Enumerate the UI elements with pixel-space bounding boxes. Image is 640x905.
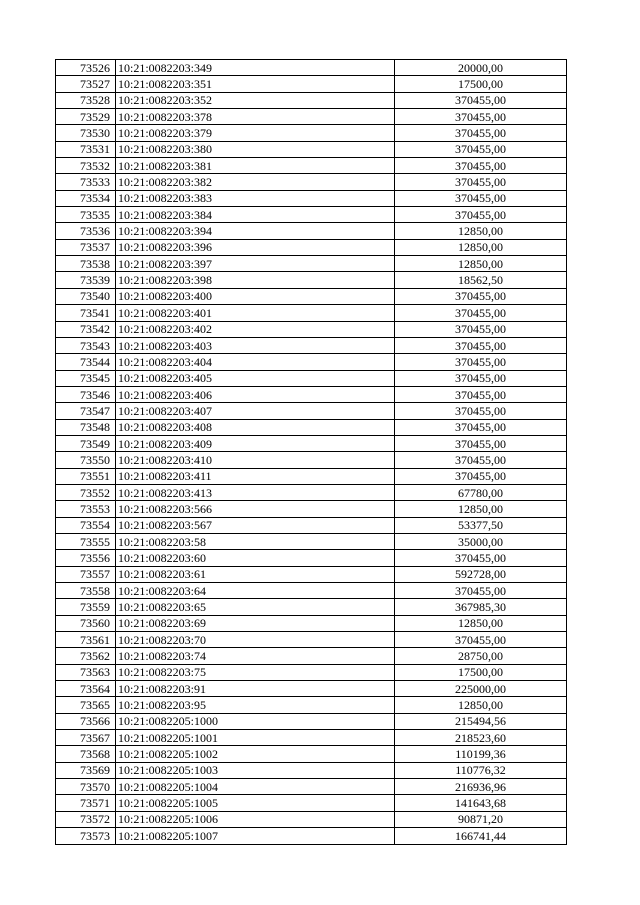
value-cell: 370455,00 xyxy=(395,370,567,386)
row-number-cell: 73561 xyxy=(56,632,116,648)
cadastral-number-cell: 10:21:0082205:1004 xyxy=(116,779,395,795)
row-number-cell: 73550 xyxy=(56,452,116,468)
table-row xyxy=(56,550,567,566)
value-cell: 370455,00 xyxy=(395,125,567,141)
table-row xyxy=(56,256,567,272)
cadastral-number-cell: 10:21:0082203:413 xyxy=(116,484,395,500)
value-cell: 110776,32 xyxy=(395,762,567,778)
value-cell: 20000,00 xyxy=(395,60,567,76)
cadastral-number-cell: 10:21:0082203:64 xyxy=(116,583,395,599)
cadastral-number-cell: 10:21:0082203:379 xyxy=(116,125,395,141)
row-number-cell: 73531 xyxy=(56,141,116,157)
cadastral-number-cell: 10:21:0082205:1003 xyxy=(116,762,395,778)
row-number-cell: 73539 xyxy=(56,272,116,288)
value-cell: 67780,00 xyxy=(395,484,567,500)
table-row xyxy=(56,762,567,778)
table-row xyxy=(56,305,567,321)
table-row xyxy=(56,681,567,697)
row-number-cell: 73563 xyxy=(56,664,116,680)
row-number-cell: 73537 xyxy=(56,239,116,255)
table-row xyxy=(56,697,567,713)
value-cell: 90871,20 xyxy=(395,811,567,827)
table-row xyxy=(56,648,567,664)
cadastral-number-cell: 10:21:0082203:397 xyxy=(116,256,395,272)
value-cell: 370455,00 xyxy=(395,158,567,174)
value-cell: 370455,00 xyxy=(395,337,567,353)
value-cell: 12850,00 xyxy=(395,239,567,255)
cadastral-number-cell: 10:21:0082203:61 xyxy=(116,566,395,582)
table-row xyxy=(56,190,567,206)
table-row xyxy=(56,664,567,680)
cadastral-number-cell: 10:21:0082203:349 xyxy=(116,60,395,76)
row-number-cell: 73536 xyxy=(56,223,116,239)
table-row xyxy=(56,60,567,76)
table-row xyxy=(56,730,567,746)
value-cell: 17500,00 xyxy=(395,664,567,680)
row-number-cell: 73546 xyxy=(56,386,116,402)
cadastral-number-cell: 10:21:0082205:1000 xyxy=(116,713,395,729)
cadastral-number-cell: 10:21:0082205:1005 xyxy=(116,795,395,811)
row-number-cell: 73544 xyxy=(56,354,116,370)
table-row xyxy=(56,713,567,729)
value-cell: 370455,00 xyxy=(395,305,567,321)
cadastral-number-cell: 10:21:0082203:398 xyxy=(116,272,395,288)
cadastral-number-cell: 10:21:0082203:394 xyxy=(116,223,395,239)
table-row xyxy=(56,746,567,762)
cadastral-number-cell: 10:21:0082203:567 xyxy=(116,517,395,533)
cadastral-number-cell: 10:21:0082203:60 xyxy=(116,550,395,566)
row-number-cell: 73569 xyxy=(56,762,116,778)
cadastral-number-cell: 10:21:0082203:91 xyxy=(116,681,395,697)
value-cell: 166741,44 xyxy=(395,828,567,844)
value-cell: 12850,00 xyxy=(395,501,567,517)
value-cell: 370455,00 xyxy=(395,452,567,468)
table-row xyxy=(56,403,567,419)
row-number-cell: 73562 xyxy=(56,648,116,664)
table-row xyxy=(56,484,567,500)
row-number-cell: 73559 xyxy=(56,599,116,615)
row-number-cell: 73573 xyxy=(56,828,116,844)
row-number-cell: 73558 xyxy=(56,583,116,599)
table-row xyxy=(56,615,567,631)
row-number-cell: 73570 xyxy=(56,779,116,795)
row-number-cell: 73553 xyxy=(56,501,116,517)
value-cell: 370455,00 xyxy=(395,468,567,484)
cadastral-number-cell: 10:21:0082203:351 xyxy=(116,76,395,92)
value-cell: 216936,96 xyxy=(395,779,567,795)
table-row xyxy=(56,386,567,402)
cadastral-number-cell: 10:21:0082203:401 xyxy=(116,305,395,321)
table-row xyxy=(56,141,567,157)
row-number-cell: 73526 xyxy=(56,60,116,76)
row-number-cell: 73548 xyxy=(56,419,116,435)
cadastral-number-cell: 10:21:0082203:407 xyxy=(116,403,395,419)
value-cell: 370455,00 xyxy=(395,190,567,206)
row-number-cell: 73560 xyxy=(56,615,116,631)
cadastral-number-cell: 10:21:0082203:75 xyxy=(116,664,395,680)
cadastral-number-cell: 10:21:0082203:58 xyxy=(116,533,395,549)
value-cell: 370455,00 xyxy=(395,583,567,599)
table-row xyxy=(56,337,567,353)
value-cell: 370455,00 xyxy=(395,386,567,402)
cadastral-number-cell: 10:21:0082203:402 xyxy=(116,321,395,337)
cadastral-number-cell: 10:21:0082203:396 xyxy=(116,239,395,255)
value-cell: 370455,00 xyxy=(395,109,567,125)
cadastral-number-cell: 10:21:0082205:1006 xyxy=(116,811,395,827)
row-number-cell: 73549 xyxy=(56,435,116,451)
cadastral-number-cell: 10:21:0082203:409 xyxy=(116,435,395,451)
value-cell: 370455,00 xyxy=(395,354,567,370)
row-number-cell: 73538 xyxy=(56,256,116,272)
table-row xyxy=(56,321,567,337)
value-cell: 141643,68 xyxy=(395,795,567,811)
cadastral-number-cell: 10:21:0082203:404 xyxy=(116,354,395,370)
row-number-cell: 73540 xyxy=(56,288,116,304)
row-number-cell: 73557 xyxy=(56,566,116,582)
table-row xyxy=(56,239,567,255)
table-row xyxy=(56,566,567,582)
cadastral-number-cell: 10:21:0082203:378 xyxy=(116,109,395,125)
table-row xyxy=(56,501,567,517)
table-row xyxy=(56,76,567,92)
value-cell: 12850,00 xyxy=(395,256,567,272)
row-number-cell: 73554 xyxy=(56,517,116,533)
row-number-cell: 73572 xyxy=(56,811,116,827)
value-cell: 28750,00 xyxy=(395,648,567,664)
cadastral-number-cell: 10:21:0082205:1007 xyxy=(116,828,395,844)
value-cell: 12850,00 xyxy=(395,615,567,631)
row-number-cell: 73545 xyxy=(56,370,116,386)
row-number-cell: 73555 xyxy=(56,533,116,549)
value-cell: 225000,00 xyxy=(395,681,567,697)
cadastral-number-cell: 10:21:0082203:384 xyxy=(116,207,395,223)
table-row xyxy=(56,92,567,108)
row-number-cell: 73541 xyxy=(56,305,116,321)
value-cell: 370455,00 xyxy=(395,288,567,304)
value-cell: 370455,00 xyxy=(395,419,567,435)
cadastral-number-cell: 10:21:0082203:566 xyxy=(116,501,395,517)
row-number-cell: 73547 xyxy=(56,403,116,419)
cadastral-number-cell: 10:21:0082203:65 xyxy=(116,599,395,615)
value-cell: 370455,00 xyxy=(395,550,567,566)
row-number-cell: 73528 xyxy=(56,92,116,108)
table-row xyxy=(56,174,567,190)
cadastral-number-cell: 10:21:0082203:74 xyxy=(116,648,395,664)
table-row xyxy=(56,583,567,599)
table-row xyxy=(56,795,567,811)
row-number-cell: 73565 xyxy=(56,697,116,713)
cadastral-number-cell: 10:21:0082203:352 xyxy=(116,92,395,108)
table-row xyxy=(56,435,567,451)
value-cell: 110199,36 xyxy=(395,746,567,762)
table-row xyxy=(56,533,567,549)
value-cell: 370455,00 xyxy=(395,403,567,419)
table-row xyxy=(56,828,567,844)
cadastral-number-cell: 10:21:0082203:380 xyxy=(116,141,395,157)
table-row xyxy=(56,370,567,386)
table-row xyxy=(56,288,567,304)
value-cell: 370455,00 xyxy=(395,92,567,108)
value-cell: 370455,00 xyxy=(395,632,567,648)
value-cell: 367985,30 xyxy=(395,599,567,615)
value-cell: 370455,00 xyxy=(395,174,567,190)
value-cell: 53377,50 xyxy=(395,517,567,533)
value-cell: 215494,56 xyxy=(395,713,567,729)
row-number-cell: 73552 xyxy=(56,484,116,500)
cadastral-number-cell: 10:21:0082205:1002 xyxy=(116,746,395,762)
row-number-cell: 73551 xyxy=(56,468,116,484)
row-number-cell: 73532 xyxy=(56,158,116,174)
table-row xyxy=(56,223,567,239)
cadastral-value-table xyxy=(55,59,567,845)
value-cell: 218523,60 xyxy=(395,730,567,746)
cadastral-number-cell: 10:21:0082203:382 xyxy=(116,174,395,190)
cadastral-number-cell: 10:21:0082205:1001 xyxy=(116,730,395,746)
value-cell: 370455,00 xyxy=(395,435,567,451)
table-row xyxy=(56,419,567,435)
cadastral-number-cell: 10:21:0082203:411 xyxy=(116,468,395,484)
cadastral-number-cell: 10:21:0082203:69 xyxy=(116,615,395,631)
value-cell: 592728,00 xyxy=(395,566,567,582)
cadastral-number-cell: 10:21:0082203:406 xyxy=(116,386,395,402)
cadastral-number-cell: 10:21:0082203:410 xyxy=(116,452,395,468)
table-row xyxy=(56,779,567,795)
row-number-cell: 73533 xyxy=(56,174,116,190)
row-number-cell: 73566 xyxy=(56,713,116,729)
cadastral-number-cell: 10:21:0082203:403 xyxy=(116,337,395,353)
table-row xyxy=(56,272,567,288)
row-number-cell: 73567 xyxy=(56,730,116,746)
cadastral-number-cell: 10:21:0082203:381 xyxy=(116,158,395,174)
value-cell: 17500,00 xyxy=(395,76,567,92)
table-row xyxy=(56,207,567,223)
cadastral-number-cell: 10:21:0082203:405 xyxy=(116,370,395,386)
cadastral-number-cell: 10:21:0082203:383 xyxy=(116,190,395,206)
table-row xyxy=(56,632,567,648)
row-number-cell: 73543 xyxy=(56,337,116,353)
table-body xyxy=(56,60,567,845)
cadastral-number-cell: 10:21:0082203:95 xyxy=(116,697,395,713)
row-number-cell: 73564 xyxy=(56,681,116,697)
table-row xyxy=(56,468,567,484)
value-cell: 35000,00 xyxy=(395,533,567,549)
table-row xyxy=(56,109,567,125)
value-cell: 370455,00 xyxy=(395,207,567,223)
value-cell: 12850,00 xyxy=(395,697,567,713)
row-number-cell: 73556 xyxy=(56,550,116,566)
table-row xyxy=(56,452,567,468)
cadastral-number-cell: 10:21:0082203:400 xyxy=(116,288,395,304)
row-number-cell: 73529 xyxy=(56,109,116,125)
table-row xyxy=(56,599,567,615)
row-number-cell: 73568 xyxy=(56,746,116,762)
cadastral-number-cell: 10:21:0082203:70 xyxy=(116,632,395,648)
row-number-cell: 73535 xyxy=(56,207,116,223)
row-number-cell: 73542 xyxy=(56,321,116,337)
value-cell: 370455,00 xyxy=(395,141,567,157)
cadastral-number-cell: 10:21:0082203:408 xyxy=(116,419,395,435)
table-row xyxy=(56,811,567,827)
row-number-cell: 73571 xyxy=(56,795,116,811)
row-number-cell: 73527 xyxy=(56,76,116,92)
table-row xyxy=(56,354,567,370)
row-number-cell: 73534 xyxy=(56,190,116,206)
table-row xyxy=(56,125,567,141)
table-row xyxy=(56,158,567,174)
row-number-cell: 73530 xyxy=(56,125,116,141)
value-cell: 370455,00 xyxy=(395,321,567,337)
value-cell: 12850,00 xyxy=(395,223,567,239)
value-cell: 18562,50 xyxy=(395,272,567,288)
table-row xyxy=(56,517,567,533)
